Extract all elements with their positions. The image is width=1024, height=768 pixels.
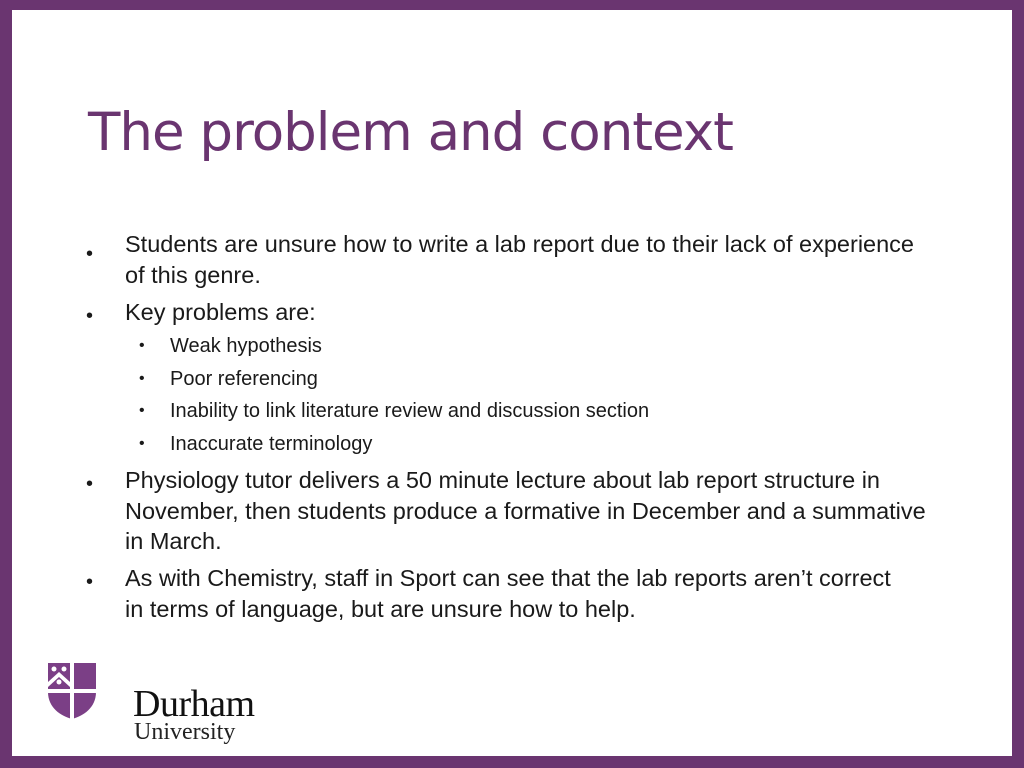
bullet-text: As with Chemistry, staff in Sport can see that the lab reports aren’t correct in terms of language, but are unsure how to help.: [125, 565, 891, 622]
logo-sub: University: [134, 719, 236, 745]
sub-bullet-text: Inaccurate terminology: [170, 433, 373, 455]
bullet-icon: •: [86, 305, 94, 327]
sub-bullet-text: Inability to link literature review and discussion section: [170, 400, 650, 422]
bullet-text: Key problems are:: [125, 299, 316, 325]
bullet-icon: •: [86, 243, 94, 265]
sub-bullet-icon: •: [139, 402, 145, 419]
bullet-icon: •: [86, 571, 94, 593]
bullet-text: Students are unsure how to write a lab report due to their lack of experience of this genre.: [125, 231, 915, 288]
bullet-icon: •: [86, 473, 94, 495]
slide: [12, 10, 1012, 756]
durham-university-logo: [47, 662, 255, 752]
slide-title: The problem and context: [88, 102, 733, 163]
bullet-text: Physiology tutor delivers a 50 minute lecture about lab report structure in November, then students produce a formative in December and a summative in March.: [125, 467, 926, 554]
shield-icon: [47, 662, 97, 720]
sub-bullet-icon: •: [139, 370, 145, 387]
sub-bullet-icon: •: [139, 435, 145, 452]
logo-name: Durham: [133, 683, 255, 725]
sub-bullet-text: Poor referencing: [170, 368, 318, 390]
sub-bullet-text: Weak hypothesis: [170, 335, 322, 357]
sub-bullet-icon: •: [139, 337, 145, 354]
